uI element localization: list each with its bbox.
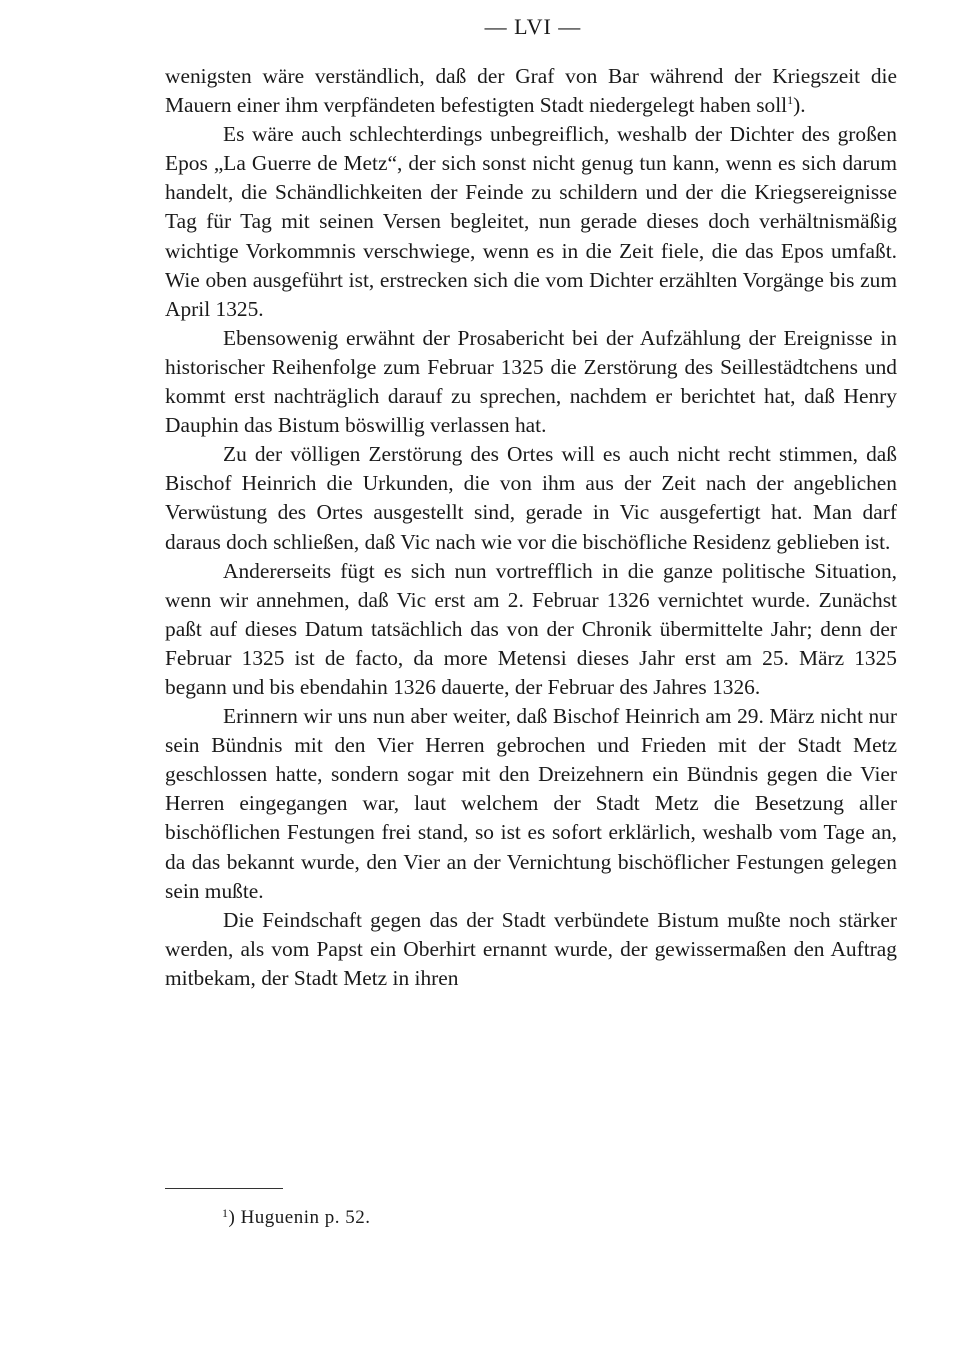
paragraph-3: Ebensowenig erwähnt der Prosabericht bei der Aufzählung der Ereignisse in historischer Reihenfolge zum Februar 1325 die Zerstörung des Seillestädtchens und kommt erst nachträglich darauf zu sprechen, nachdem er berichtet hat, daß Henry Dauphin das Bistum böswillig verlassen hat. xyxy=(165,325,897,438)
footnote-marker: 1 xyxy=(222,1206,229,1220)
body-text xyxy=(165,62,897,993)
page-number: — LVI — xyxy=(484,14,582,39)
paragraph-6: Erinnern wir uns nun aber weiter, daß Bischof Heinrich am 29. März nicht nur sein Bündnis mit den Vier Herren gebrochen und Frieden mit der Stadt Metz geschlossen hatte, sondern sogar mit den Dreizehnern ein Bündnis gegen die Vier Herren eingegangen war, laut welchem der Stadt Metz die Besetzung aller bischöflichen Festungen frei stand, so ist es sofort erklärlich, weshalb vom Tage an, da das bekannt wurde, den Vier an der Vernichtung bischöflicher Festungen gelegen sein mußte. xyxy=(165,704,897,903)
paragraph-5: Andererseits fügt es sich nun vortrefflich in die ganze politische Situation, wenn wir annehmen, daß Vic erst am 2. Februar 1326 vernichtet wurde. Zunächst paßt auf dieses Datum tatsächlich das von der Chronik übermittelte Jahr; denn der Februar 1325 ist de facto, da more Metensi dieses Jahr erst am 25. März 1325 begann und bis ebendahin 1326 dauerte, der Februar des Jahres 1326. xyxy=(165,558,897,699)
paragraph-1-tail: ). xyxy=(793,93,806,118)
footnote-reference: 1 xyxy=(787,93,794,108)
paragraph-1-text: wenigsten wäre verständlich, daß der Graf von Bar während der Kriegszeit die Mauern einer ihm verpfändeten befestigten Stadt niedergelegt haben soll xyxy=(165,64,897,118)
footnote xyxy=(222,1206,371,1229)
paragraph-4: Zu der völligen Zerstörung des Ortes will es auch nicht recht stimmen, daß Bischof Heinrich die Urkunden, die von ihm aus der Zeit nach der angeblichen Verwüstung des Ortes ausgestellt sind, gerade in Vic ausgefertigt hat. Man darf daraus doch schließen, daß Vic nach wie vor die bischöfliche Residenz geblieben ist. xyxy=(165,442,897,554)
footnote-divider xyxy=(165,1188,283,1189)
paragraph-1 xyxy=(165,62,897,120)
paragraph-7: Die Feindschaft gegen das der Stadt verbündete Bistum mußte noch stärker werden, als vom Papst ein Oberhirt ernannt wurde, der gewissermaßen den Auftrag mitbekam, der Stadt Metz in ihren xyxy=(165,907,897,990)
footnote-text: ) Huguenin p. 52. xyxy=(228,1207,371,1228)
paragraph-2: Es wäre auch schlechterdings unbegreiflich, weshalb der Dichter des großen Epos „La Guerre de Metz“, der sich sonst nicht genug tun kann, wenn es sich darum handelt, die Schändlichkeiten der Feinde zu schildern und der die Kriegsereignisse Tag für Tag mit seinen Versen begleitet, nun gerade dieses doch verhältnismäßig wichtige Vorkommnis verschwiege, wenn es in die Zeit fiele, die das Epos umfaßt. Wie oben ausgeführt ist, erstrecken sich die vom Dichter erzählten Vorgänge bis zum April 1325. xyxy=(165,122,897,321)
